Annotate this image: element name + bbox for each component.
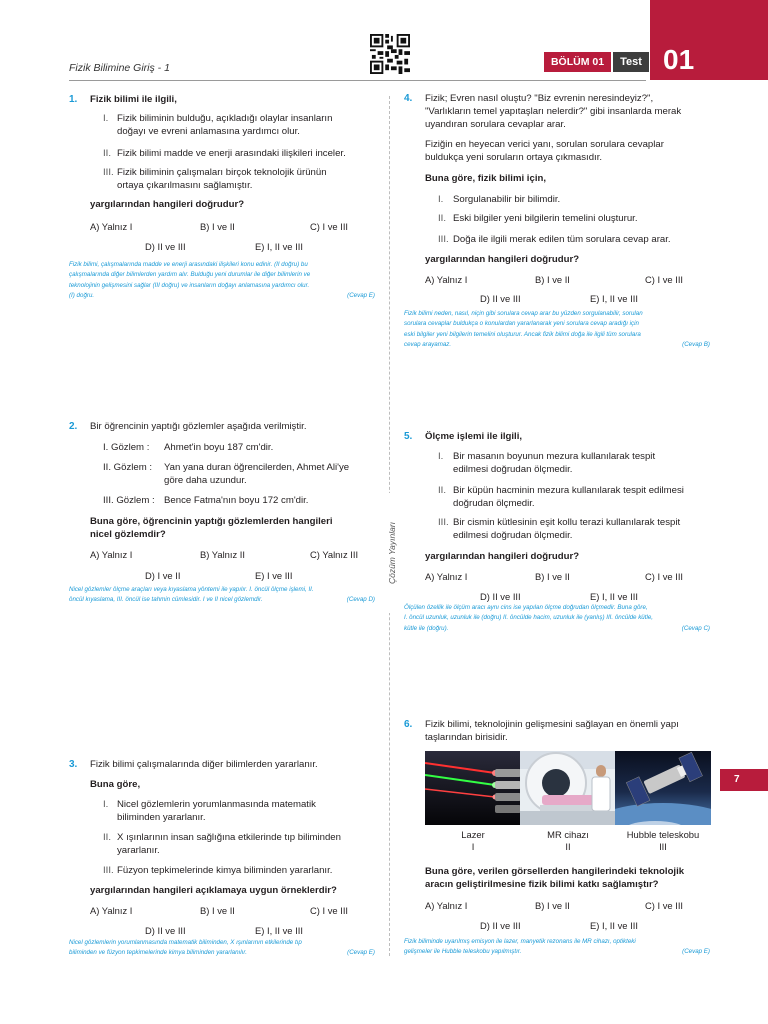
question-number: 3. bbox=[69, 759, 78, 770]
item-text: Bir küpün hacminin mezura kullanılarak tespit edilmesi bbox=[453, 485, 684, 496]
section-badge: BÖLÜM 01 bbox=[544, 52, 611, 72]
mr-device-image bbox=[520, 751, 616, 825]
figure-caption-mr: MR cihazı II bbox=[547, 829, 589, 852]
option-e[interactable]: E) I, II ve III bbox=[255, 925, 303, 936]
option-d[interactable]: D) II ve III bbox=[480, 920, 521, 931]
paragraph-line: uyandıran sorulara cevaplar arar. bbox=[425, 119, 566, 130]
solution-text: Fizik biliminde uyarılmış emisyon ile lazer, manyetik rezonans ile MR cihazı, optikteki gelişmeler ile Hubble teleskobu yapılmıştır. (Cevap E) bbox=[404, 937, 710, 958]
option-e[interactable]: E) I, II ve III bbox=[255, 241, 303, 252]
publisher-label: Çözüm Yayınları bbox=[387, 493, 397, 613]
item-roman: I. bbox=[438, 451, 444, 462]
question-prompt: yargılarından hangileri doğrudur? bbox=[425, 551, 580, 562]
option-d[interactable]: D) II ve III bbox=[145, 241, 186, 252]
item-text: Füzyon tepkimelerinde kimya biliminden yararlanır. bbox=[117, 865, 333, 876]
paragraph-line: Fizik; Evren nasıl oluştu? "Biz evrenin neresindeyiz?", bbox=[425, 93, 654, 104]
solution-text: Fizik bilimi, çalışmalarında madde ve enerji arasındaki ilişkileri konu edinir. (II doğru) bu çalışmalarında diğer bilimlerden yardım alır. Bulduğu yeni durumlar ile diğer bilimlerin ve teknolojinin gelişmesini sağlar (III doğru) ve insanların doğayı anlamasına yardımcı olur. (I) doğru. (Cevap E) bbox=[69, 260, 375, 301]
item-roman: I. bbox=[103, 799, 109, 810]
qr-code-icon[interactable] bbox=[370, 34, 410, 74]
item-roman: II. bbox=[438, 213, 446, 224]
option-c[interactable]: C) I ve III bbox=[645, 900, 684, 911]
option-c[interactable]: C) Yalnız III bbox=[310, 549, 359, 560]
option-a[interactable]: A) Yalnız I bbox=[90, 221, 133, 232]
answer-label: (Cevap C) bbox=[681, 624, 710, 632]
item-text: edilmesi doğrudan ölçmedir. bbox=[453, 530, 573, 541]
figure-caption-laser: Lazer I bbox=[461, 829, 485, 852]
option-c[interactable]: C) I ve III bbox=[310, 905, 349, 916]
question-stem: Fizik bilimi ile ilgili, bbox=[90, 94, 177, 105]
question-stem: Buna göre, bbox=[90, 779, 141, 790]
item-text: Fizik biliminin çalışmaları birçok teknolojik ürünün bbox=[117, 167, 327, 178]
item-text: Sorgulanabilir bir bilimdir. bbox=[453, 194, 561, 205]
question-stem: Fizik bilimi çalışmalarında diğer bilimlerden yararlanır. bbox=[90, 759, 318, 770]
option-b[interactable]: B) I ve II bbox=[535, 571, 570, 582]
question-prompt: Buna göre, öğrencinin yaptığı gözlemlerden hangileri bbox=[90, 516, 333, 527]
option-e[interactable]: E) I ve III bbox=[255, 570, 293, 581]
paragraph-line: Fiziğin en heyecan verici yanı, sorulan sorulara cevaplar bbox=[425, 139, 664, 150]
item-text: Ahmet'in boyu 187 cm'dir. bbox=[164, 442, 274, 453]
question-4 bbox=[404, 93, 712, 363]
item-roman: II. bbox=[103, 832, 111, 843]
question-1 bbox=[69, 94, 379, 314]
item-text: yararlanır. bbox=[117, 845, 160, 856]
item-roman: III. bbox=[438, 517, 449, 528]
question-prompt: yargılarından hangileri doğrudur? bbox=[90, 199, 245, 210]
item-text: Nicel gözlemlerin yorumlanmasında matematik bbox=[117, 799, 316, 810]
laser-image bbox=[425, 751, 521, 825]
option-b[interactable]: B) I ve II bbox=[535, 274, 570, 285]
hubble-telescope-image bbox=[615, 751, 711, 825]
solution-text: Nicel gözlemlerin yorumlanmasında matematik biliminden, X ışınlarının etkilerinde tıp biliminden ve füzyon tepkimelerinde kimya biliminden yararlanılır. (Cevap E) bbox=[69, 938, 375, 959]
question-stem: taşlarından birisidir. bbox=[425, 732, 508, 743]
option-d[interactable]: D) II ve III bbox=[145, 925, 186, 936]
option-e[interactable]: E) I, II ve III bbox=[590, 920, 638, 931]
option-e[interactable]: E) I, II ve III bbox=[590, 591, 638, 602]
option-c[interactable]: C) I ve III bbox=[645, 274, 684, 285]
header-divider bbox=[69, 80, 646, 81]
option-a[interactable]: A) Yalnız I bbox=[90, 549, 133, 560]
option-d[interactable]: D) II ve III bbox=[480, 591, 521, 602]
item-roman: II. bbox=[438, 485, 446, 496]
question-number: 4. bbox=[404, 93, 413, 104]
item-roman: III. bbox=[103, 167, 114, 178]
item-roman: I. Gözlem : bbox=[103, 442, 150, 453]
answer-label: (Cevap E) bbox=[682, 948, 710, 956]
option-c[interactable]: C) I ve III bbox=[310, 221, 349, 232]
question-5 bbox=[404, 431, 712, 646]
item-roman: II. bbox=[103, 148, 111, 159]
question-prompt: Buna göre, verilen görsellerden hangilerindeki teknolojik bbox=[425, 866, 685, 877]
option-b[interactable]: B) I ve II bbox=[200, 905, 235, 916]
question-number: 6. bbox=[404, 719, 413, 730]
item-text: Bir masanın boyunun mezura kullanılarak tespit bbox=[453, 451, 656, 462]
item-roman: I. bbox=[103, 113, 109, 124]
option-b[interactable]: B) I ve II bbox=[535, 900, 570, 911]
question-number: 2. bbox=[69, 421, 78, 432]
item-text: göre daha uzundur. bbox=[164, 475, 247, 486]
solution-text: Ölçülen özellik ile ölçüm aracı aynı cins ise yapılan ölçme doğrudan ölçmedir. Buna göre, I. öncül uzunluk, uzunluk ile (doğru) II. öncülde hacim, uzunluk ile (yanlış) III. öncülde kütle, kütle ile (doğru). (Cevap C) bbox=[404, 603, 710, 634]
option-a[interactable]: A) Yalnız I bbox=[425, 900, 468, 911]
option-a[interactable]: A) Yalnız I bbox=[425, 571, 468, 582]
item-text: biliminden yararlanır. bbox=[117, 812, 206, 823]
item-text: Bir cismin kütlesinin eşit kollu terazi kullanılarak tespit bbox=[453, 517, 681, 528]
page-title: Fizik Bilimine Giriş - 1 bbox=[69, 62, 170, 74]
option-c[interactable]: C) I ve III bbox=[645, 571, 684, 582]
question-number: 1. bbox=[69, 94, 78, 105]
question-stem: Buna göre, fizik bilimi için, bbox=[425, 173, 547, 184]
option-e[interactable]: E) I, II ve III bbox=[590, 293, 638, 304]
item-text: ortaya çıkarılmasını sağlamıştır. bbox=[117, 180, 253, 191]
answer-label: (Cevap D) bbox=[346, 596, 375, 604]
paragraph-line: "Varlıkların temel yapıtaşları nelerdir?" gibi insanlarda merak bbox=[425, 106, 682, 117]
option-d[interactable]: D) I ve II bbox=[145, 570, 181, 581]
option-d[interactable]: D) II ve III bbox=[480, 293, 521, 304]
page-number: 7 bbox=[720, 769, 768, 791]
question-stem: Ölçme işlemi ile ilgili, bbox=[425, 431, 523, 442]
item-text: Yan yana duran öğrencilerden, Ahmet Ali'ye bbox=[164, 462, 350, 473]
item-text: Bence Fatma'nın boyu 172 cm'dir. bbox=[164, 495, 309, 506]
item-text: Eski bilgiler yeni bilgilerin temelini oluşturur. bbox=[453, 213, 638, 224]
question-6-answers bbox=[404, 866, 712, 966]
option-b[interactable]: B) I ve II bbox=[200, 221, 235, 232]
question-stem: Bir öğrencinin yaptığı gözlemler aşağıda verilmiştir. bbox=[90, 421, 307, 432]
option-a[interactable]: A) Yalnız I bbox=[425, 274, 468, 285]
test-number: 01 bbox=[663, 44, 695, 75]
solution-text: Fizik bilimi neden, nasıl, niçin gibi sorulara cevap arar bu yüzden sorgulanabilir, sorulan sorulara cevaplar buldukça o konulardan yararlanarak yeni sorulara cevap aradığı için eski bilgiler yeni bilgilerin temelini oluşturur. Ancak fizik bilimi doğa ile ilgili tüm sorulara cevap arayamaz. (Cevap B) bbox=[404, 309, 710, 350]
item-roman: II. Gözlem : bbox=[103, 462, 153, 473]
option-a[interactable]: A) Yalnız I bbox=[90, 905, 133, 916]
question-prompt: nicel gözlemdir? bbox=[90, 529, 166, 540]
item-text: Fizik biliminin bulduğu, açıkladığı olaylar insanların bbox=[117, 113, 333, 124]
option-b[interactable]: B) Yalnız II bbox=[200, 549, 245, 560]
question-3 bbox=[69, 759, 379, 964]
item-text: edilmesi doğrudan ölçmedir. bbox=[453, 464, 573, 475]
answer-label: (Cevap E) bbox=[347, 949, 375, 957]
item-roman: III. bbox=[103, 865, 114, 876]
item-text: Fizik bilimi madde ve enerji arasındaki ilişkileri inceler. bbox=[117, 148, 346, 159]
question-prompt: aracın geliştirilmesine fizik bilimi katkı sağlamıştır? bbox=[425, 879, 659, 890]
item-text: Doğa ile ilgili merak edilen tüm sorulara cevap arar. bbox=[453, 234, 671, 245]
test-label: Test bbox=[613, 52, 649, 72]
item-text: X ışınlarının insan sağlığına etkilerinde tıp biliminden bbox=[117, 832, 341, 843]
item-text: doğrudan ölçmedir. bbox=[453, 498, 535, 509]
question-prompt: yargılarından hangileri doğrudur? bbox=[425, 254, 580, 265]
paragraph-line: buldukça yeni soruların ortaya çıkmasıdır. bbox=[425, 152, 603, 163]
item-text: doğayı ve evreni anlamasına yardımcı olur. bbox=[117, 126, 300, 137]
item-roman: III. Gözlem : bbox=[103, 495, 155, 506]
item-roman: III. bbox=[438, 234, 449, 245]
question-number: 5. bbox=[404, 431, 413, 442]
question-prompt: yargılarından hangileri açıklamaya uygun örneklerdir? bbox=[90, 885, 337, 896]
answer-label: (Cevap E) bbox=[347, 291, 375, 299]
question-2 bbox=[69, 421, 379, 611]
question-stem: Fizik bilimi, teknolojinin gelişmesini sağlayan en önemli yapı bbox=[425, 719, 679, 730]
figure-caption-hubble: Hubble teleskobu III bbox=[626, 829, 700, 852]
answer-label: (Cevap B) bbox=[682, 340, 710, 348]
solution-text: Nicel gözlemler ölçme araçları veya kıyaslama yöntemi ile yapılır. I. öncül ölçme işlemi, II. öncül kıyaslama, III. öncül ise tahmin cümlesidir. I ve II nicel gözlemdir. (Cevap D) bbox=[69, 585, 375, 606]
item-roman: I. bbox=[438, 194, 444, 205]
